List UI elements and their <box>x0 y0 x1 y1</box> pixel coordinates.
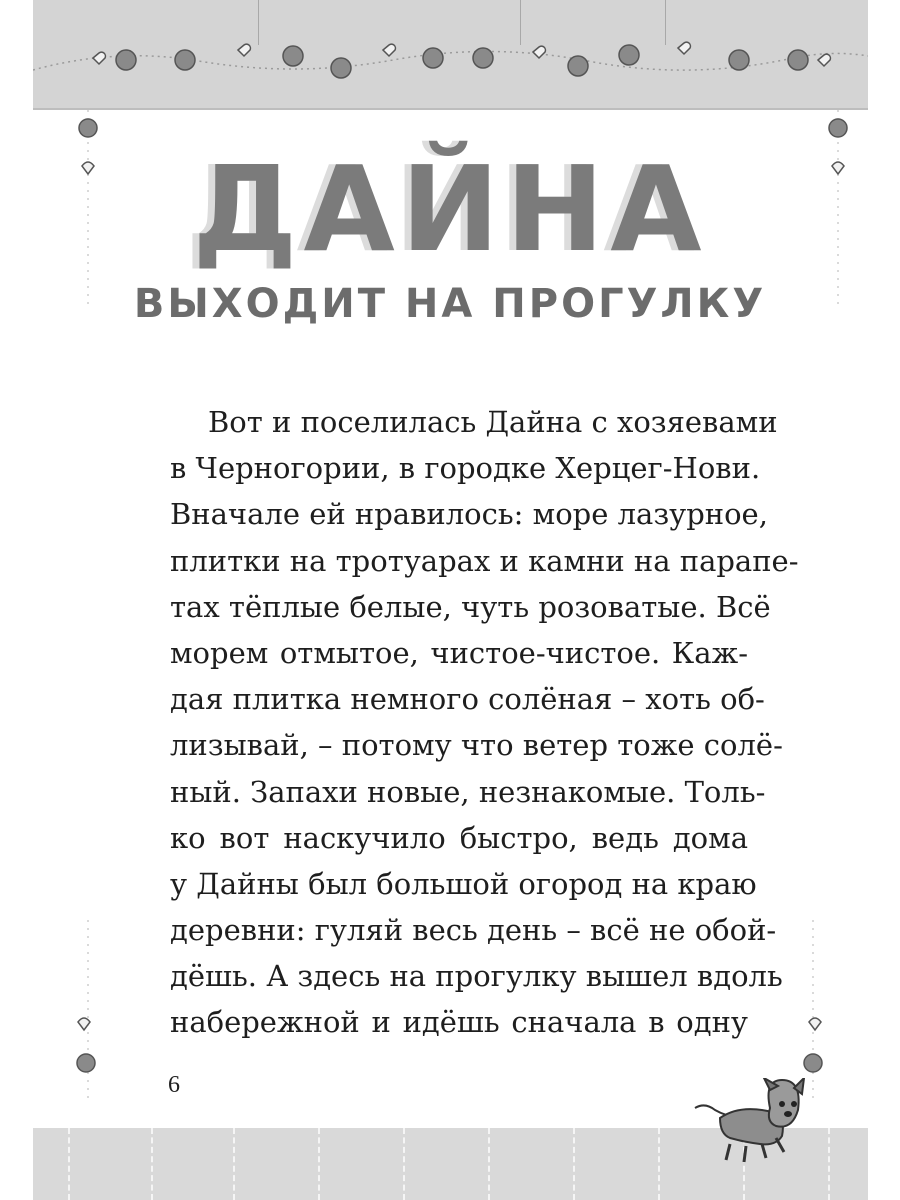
right-bottom-garland-icon <box>795 920 835 1100</box>
text-line: у Дайны был большой огород на краю <box>170 866 757 901</box>
chapter-title: ДАЙНА <box>192 140 708 278</box>
chapter-subtitle: ВЫХОДИТ НА ПРОГУЛКУ <box>133 281 767 327</box>
page-number: 6 <box>168 1072 180 1098</box>
text-line: Вначале ей нравилось: море лазурное, <box>170 497 768 532</box>
text-line: дёшь. А здесь на прогулку вышел вдоль <box>170 959 783 994</box>
text-line: деревни: гуляй весь день – всё не обой- <box>170 913 777 948</box>
text-line: в Черногории, в городке Херцег-Нови. <box>170 451 761 486</box>
text-line: морем отмытое, чистое-чистое. Каж- <box>170 635 748 670</box>
text-line: ный. Запахи новые, незнакомые. Толь- <box>170 774 766 809</box>
dog-icon <box>690 1078 820 1168</box>
text-line: плитки на тротуарах и камни на парапе- <box>170 543 799 578</box>
text-line: дая плитка немного солёная – хоть об- <box>170 682 765 717</box>
text-line: набережной и идёшь сначала в одну <box>170 1005 748 1040</box>
left-bottom-garland-icon <box>70 920 110 1100</box>
chapter-body-text <box>170 399 799 1046</box>
text-line: ко вот наскучило быстро, ведь дома <box>170 820 748 855</box>
text-line: Вот и поселилась Дайна с хозяевами <box>208 405 778 439</box>
text-line: лизывай, – потому что ветер тоже солё- <box>170 728 783 763</box>
text-line: тах тёплые белые, чуть розоватые. Всё <box>170 589 771 624</box>
top-garland-icon <box>33 30 868 100</box>
